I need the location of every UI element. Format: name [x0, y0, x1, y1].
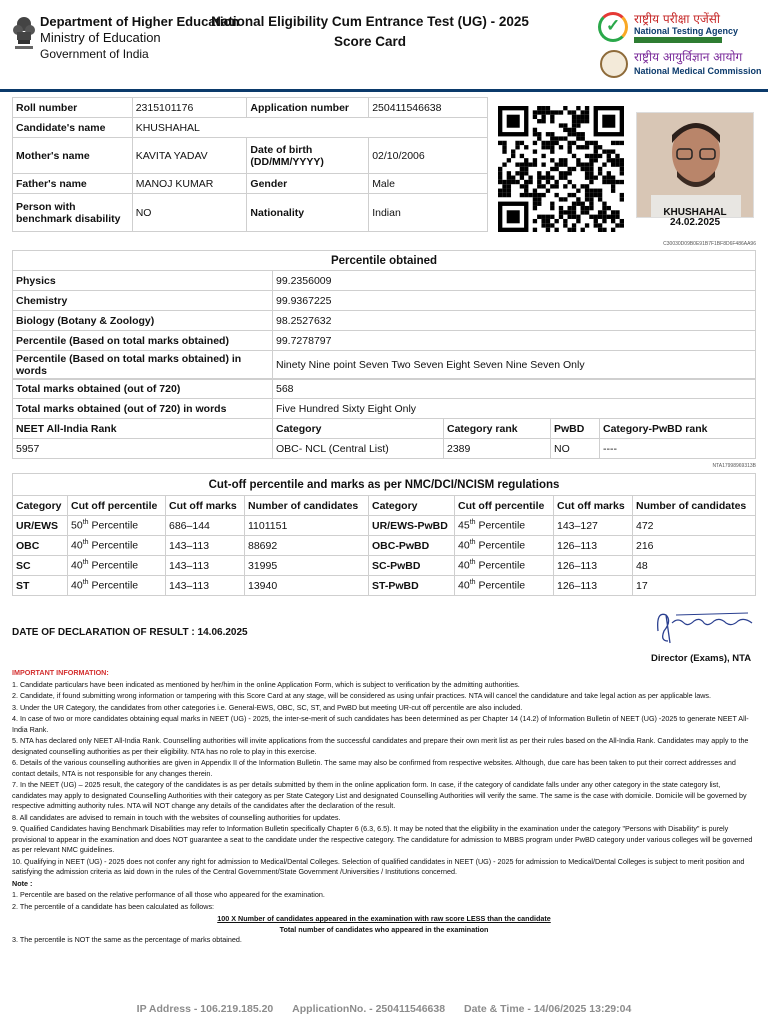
column-header: Cut off marks	[554, 496, 633, 516]
info-item: 9. Qualified Candidates having Benchmark Disabilities may refer to Information Bulletin specifically Chapter 6 (6.3, 6.5). It may be noted that the eligibility in the examination under the category "Persons with Disability" is purely provisional to appear in the examination and does NOT guarantee a seat to the candidate under the respective category. The candidature for admission to MBBS program under PwBD category under various colleges will be governed as per relevant NMC guidelines.	[12, 824, 753, 854]
percentile-cell	[68, 536, 166, 556]
name-value: KHUSHAHAL	[132, 118, 487, 138]
percentile-cell	[455, 516, 554, 536]
air-value: 5957	[13, 439, 273, 459]
table-row	[13, 419, 756, 439]
table-header-row	[13, 496, 756, 516]
table-row	[13, 399, 756, 419]
nmc-english: National Medical Commission	[634, 66, 762, 76]
note-item: 1. Percentile are based on the relative performance of all those who appeared for the examination.	[12, 890, 325, 899]
count-cell: 88692	[245, 536, 369, 556]
nta-code: NTA17998969313B	[712, 463, 756, 469]
pwbd-label: Person with benchmark disability	[13, 194, 133, 232]
percentile-number: 40	[71, 559, 83, 572]
info-item: 1. Candidate particulars have been indicated as mentioned by her/him in the online Application Form, which is subject to verification by the admitting authorities.	[12, 679, 520, 689]
count-cell: 472	[633, 516, 756, 536]
app-label: Application number	[247, 98, 369, 118]
table-row	[13, 536, 756, 556]
nationality-value: Indian	[369, 194, 488, 232]
column-header: Number of candidates	[245, 496, 369, 516]
nta-english: National Testing Agency	[634, 26, 739, 36]
info-item: 8. All candidates are advised to remain in touch with the websites of counselling authorities for updates.	[12, 812, 341, 822]
count-cell: 216	[633, 536, 756, 556]
marks-cell: 126–113	[554, 536, 633, 556]
watermark-footer	[0, 1003, 768, 1015]
father-label: Father's name	[13, 174, 133, 194]
photo-name: KHUSHAHAL	[663, 207, 727, 218]
nmc-hindi: राष्ट्रीय आयुर्विज्ञान आयोग	[634, 50, 743, 64]
subject-label: Biology (Botany & Zoology)	[13, 311, 273, 331]
ordinal-suffix: th	[469, 539, 476, 547]
percentile-number: 40	[458, 539, 470, 552]
marks-cell: 143–127	[554, 516, 633, 536]
nationality-label: Nationality	[247, 194, 369, 232]
total-marks-value: 568	[273, 379, 756, 399]
note-item: 2. The percentile of a candidate has been calculated as follows:	[12, 901, 215, 911]
marks-cell: 143–113	[166, 536, 245, 556]
footer-application-number: ApplicationNo. - 250411546638	[292, 1003, 446, 1015]
table-row	[13, 474, 756, 496]
subject-label: Physics	[13, 271, 273, 291]
table-row	[13, 576, 756, 596]
qr-code	[496, 106, 626, 232]
ordinal-suffix: th	[82, 519, 89, 527]
subject-value: 98.2527632	[273, 311, 756, 331]
percentile-cell	[455, 556, 554, 576]
cutoff-table	[12, 473, 756, 596]
table-row	[13, 556, 756, 576]
percentile-cell	[68, 516, 166, 536]
column-header: Number of candidates	[633, 496, 756, 516]
director-title: Director (Exams), NTA	[651, 653, 752, 664]
marks-rank-table	[12, 378, 756, 459]
info-item: 5. NTA has declared only NEET All-India Rank. Counselling authorities will invite applications from the successful candidates and prepare their own merit list as per their rules based on the All-India Rank. Candidates may apply to the designated counselling authorities as per their eligibility. NTA has no role to play in this exercise.	[12, 736, 749, 756]
category-label: Category	[273, 419, 444, 439]
ordinal-suffix: th	[469, 559, 476, 567]
percentile-cell	[68, 576, 166, 596]
table-row	[13, 98, 488, 118]
marks-words-label: Total marks obtained (out of 720) in words	[13, 399, 273, 419]
percentile-formula	[12, 914, 756, 935]
table-row	[13, 138, 488, 174]
category-cell: OBC-PwBD	[369, 536, 455, 556]
category-cell: ST	[13, 576, 68, 596]
subject-label: Percentile (Based on total marks obtained) in words	[13, 351, 273, 380]
percentile-word: Percentile	[88, 519, 139, 532]
table-row	[13, 331, 756, 351]
count-cell: 13940	[245, 576, 369, 596]
percentile-word: Percentile	[475, 559, 526, 572]
marks-words-value: Five Hundred Sixty Eight Only	[273, 399, 756, 419]
marks-cell: 126–113	[554, 556, 633, 576]
column-header: Category	[369, 496, 455, 516]
percentile-number: 40	[458, 579, 470, 592]
percentile-cell	[455, 576, 554, 596]
category-cell: UR/EWS-PwBD	[369, 516, 455, 536]
nta-hindi: राष्ट्रीय परीक्षा एजेंसी	[634, 12, 721, 26]
percentile-word: Percentile	[475, 539, 526, 552]
marks-cell: 143–113	[166, 556, 245, 576]
roll-value: 2315101176	[132, 98, 247, 118]
page-title	[180, 12, 560, 52]
category-cell: UR/EWS	[13, 516, 68, 536]
category-pwbd-rank-value: ----	[600, 439, 756, 459]
dob-value: 02/10/2006	[369, 138, 488, 174]
info-item: 10. Qualifying in NEET (UG) - 2025 does not confer any right for admission to Medical/Dental Colleges. Selection of qualified candidates in NEET (UG) - 2025 for admission to Medical/Dental Colleges is subject to merit position and satisfying the admission criteria as laid down in the rules of the Central Government/State Government /Universities / Institutions concerned.	[12, 856, 745, 876]
percentile-table	[12, 250, 756, 380]
column-header: Cut off marks	[166, 496, 245, 516]
app-value: 250411546638	[369, 98, 488, 118]
dept-line1: Department of Higher Education	[40, 14, 240, 29]
subject-value: 99.7278797	[273, 331, 756, 351]
category-value: OBC- NCL (Central List)	[273, 439, 444, 459]
ordinal-suffix: th	[469, 519, 476, 527]
mother-value: KAVITA YADAV	[132, 138, 247, 174]
subject-label: Percentile (Based on total marks obtained)	[13, 331, 273, 351]
percentile-word: Percentile	[475, 519, 526, 532]
count-cell: 48	[633, 556, 756, 576]
ordinal-suffix: th	[82, 539, 89, 547]
marks-cell: 126–113	[554, 576, 633, 596]
dob-label: Date of birth (DD/MM/YYYY)	[247, 138, 369, 174]
category-rank-label: Category rank	[444, 419, 551, 439]
photo-date: 24.02.2025	[669, 217, 721, 228]
nta-tagline-bar	[634, 37, 722, 43]
percentile-word: Percentile	[88, 559, 139, 572]
mother-label: Mother's name	[13, 138, 133, 174]
subject-value: 99.9367225	[273, 291, 756, 311]
nmc-logo	[598, 48, 768, 82]
table-row	[13, 439, 756, 459]
percentile-word: Percentile	[88, 579, 139, 592]
footer-datetime: Date & Time - 14/06/2025 13:29:04	[464, 1003, 632, 1015]
info-item: 3. Under the UR Category, the candidates from other categories i.e. General-EWS, OBC, SC, ST, and PwBD but meeting UR-cut off percentile are also included.	[12, 702, 523, 712]
table-row	[13, 174, 488, 194]
marks-cell: 686–144	[166, 516, 245, 536]
info-item: 6. Details of the various counselling authorities are given in Appendix II of the Information Bulletin. The same may also be confirmed from respective websites. Although, due care has been taken to put their correct addresses and contact details, NTA is not responsible for any changes therein.	[12, 758, 736, 778]
candidate-photo	[636, 112, 754, 218]
percentile-number: 40	[71, 579, 83, 592]
gender-value: Male	[369, 174, 488, 194]
category-cell: SC-PwBD	[369, 556, 455, 576]
subject-label: Chemistry	[13, 291, 273, 311]
father-value: MANOJ KUMAR	[132, 174, 247, 194]
candidate-photo-image	[637, 113, 754, 218]
ip-address: IP Address - 106.219.185.20	[136, 1003, 274, 1015]
important-information	[12, 668, 756, 947]
category-cell: SC	[13, 556, 68, 576]
ordinal-suffix: th	[469, 579, 476, 587]
pwbd-value: NO	[132, 194, 247, 232]
title-line1: National Eligibility Cum Entrance Test (UG) - 2025	[211, 14, 529, 29]
category-pwbd-rank-label: Category-PwBD rank	[600, 419, 756, 439]
category-cell: ST-PwBD	[369, 576, 455, 596]
name-label: Candidate's name	[13, 118, 133, 138]
subject-value: 99.2356009	[273, 271, 756, 291]
table-row	[13, 271, 756, 291]
note-item: 3. The percentile is NOT the same as the percentage of marks obtained.	[12, 935, 242, 944]
percentile-number: 50	[71, 519, 83, 532]
percentile-number: 40	[71, 539, 83, 552]
info-item: 7. In the NEET (UG) – 2025 result, the category of the candidates is as per details submitted by them in the online application form. In case, if the category of candidate falls under any other category in the state category list, candidates may apply to designated Counselling Authorities with their category as per State Category List and designated Counselling Authorities will verify the same. The same is the case with domicile. Domicile will be governed by respective admitting authority rules. NTA will NOT change any details of the candidates after the declaration of the result.	[12, 780, 747, 810]
document-code: C30030D09B0E91B7F1BF8D6F486AA96	[663, 241, 756, 247]
nmc-seal-icon	[600, 50, 628, 78]
national-emblem-icon	[12, 10, 36, 58]
info-item: 4. In case of two or more candidates obtaining equal marks in NEET (UG) - 2025, the inter-se-merit of such candidates has been determined as per Chapter 14 (14.2) of Information Bulletin of NEET (UG) -2025 to generate NEET All-India Rank.	[12, 714, 749, 734]
cutoff-heading: Cut-off percentile and marks as per NMC/DCI/NCISM regulations	[13, 474, 756, 496]
dept-line2: Ministry of Education	[40, 30, 161, 45]
photo-caption	[636, 208, 754, 228]
air-label: NEET All-India Rank	[13, 419, 273, 439]
column-header: Cut off percentile	[68, 496, 166, 516]
formula-denominator: Total number of candidates who appeared in the examination	[279, 924, 489, 934]
info-item: 2. Candidate, if found submitting wrong information or tampering with this Score Card at any stage, will be considered as using unfair practices. NTA will cancel the candidature and take legal action as per applicable laws.	[12, 691, 712, 700]
ordinal-suffix: th	[82, 559, 89, 567]
gender-label: Gender	[247, 174, 369, 194]
nta-check-icon	[598, 12, 628, 42]
column-header: Category	[13, 496, 68, 516]
percentile-cell	[68, 556, 166, 576]
table-row	[13, 251, 756, 271]
category-rank-value: 2389	[444, 439, 551, 459]
count-cell: 31995	[245, 556, 369, 576]
count-cell: 1101151	[245, 516, 369, 536]
table-row	[13, 379, 756, 399]
percentile-number: 45	[458, 519, 470, 532]
roll-label: Roll number	[13, 98, 133, 118]
table-row	[13, 291, 756, 311]
table-row	[13, 516, 756, 536]
percentile-word: Percentile	[88, 539, 139, 552]
count-cell: 17	[633, 576, 756, 596]
page-header	[0, 0, 768, 92]
ordinal-suffix: th	[82, 579, 89, 587]
director-signature	[648, 601, 758, 647]
subject-value: Ninety Nine point Seven Two Seven Eight Seven Nine Seven Only	[273, 351, 756, 380]
important-heading: IMPORTANT INFORMATION:	[12, 668, 109, 677]
table-row	[13, 118, 488, 138]
title-line2: Score Card	[333, 34, 407, 49]
pwbd-rank-label: PwBD	[551, 419, 600, 439]
table-row	[13, 311, 756, 331]
dept-line3: Government of India	[40, 47, 149, 61]
total-marks-label: Total marks obtained (out of 720)	[13, 379, 273, 399]
category-cell: OBC	[13, 536, 68, 556]
percentile-heading: Percentile obtained	[13, 251, 756, 271]
table-row	[13, 351, 756, 380]
formula-numerator: 100 X Number of candidates appeared in the examination with raw score LESS than the candidate	[217, 914, 551, 923]
note-label: Note :	[12, 878, 33, 888]
marks-cell: 143–113	[166, 576, 245, 596]
pwbd-value: NO	[551, 439, 600, 459]
column-header: Cut off percentile	[455, 496, 554, 516]
percentile-cell	[455, 536, 554, 556]
percentile-word: Percentile	[475, 579, 526, 592]
candidate-info-table	[12, 97, 488, 232]
declaration-date: DATE OF DECLARATION OF RESULT : 14.06.2025	[12, 627, 248, 638]
table-row	[13, 194, 488, 232]
percentile-number: 40	[458, 559, 470, 572]
nta-logo	[598, 10, 768, 46]
